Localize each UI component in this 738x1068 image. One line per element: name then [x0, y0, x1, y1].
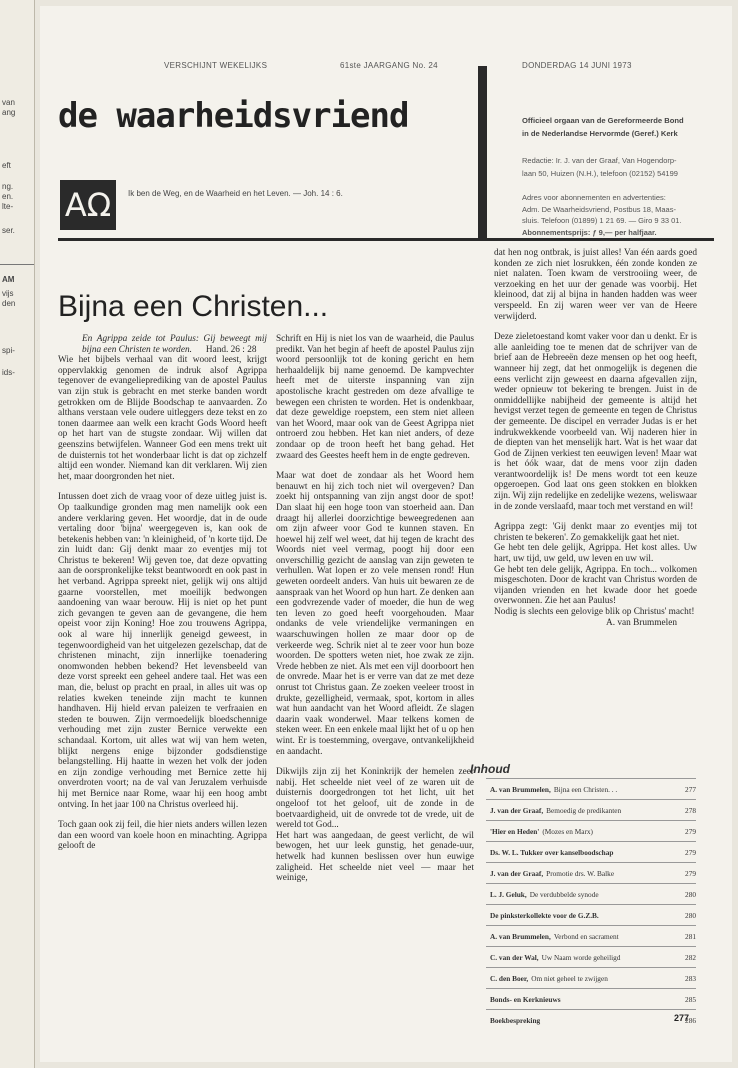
margin-fragment: vijs	[2, 289, 14, 298]
paragraph: Dikwijls zijn zij het Koninkrijk der hemelen zeer nabij. Het scheelde niet veel of ze waren uit de duisternis doorgedrongen tot het licht, uit het ongeloof tot het geloof, uit de zonde in de boetvaardigheid, uit de onvrede tot de vrede, uit de wereld tot God...	[276, 767, 474, 831]
toc-entry-text	[490, 953, 620, 962]
organ-line: in de Nederlandse Hervormde (Geref.) Kerk	[522, 129, 678, 138]
margin-fragment: spi-	[2, 346, 15, 355]
margin-fragment: ids-	[2, 368, 15, 377]
toc-author: L. J. Geluk,	[490, 890, 527, 899]
toc-entry-text	[490, 827, 593, 836]
toc-entry[interactable]	[486, 967, 696, 988]
article-title: Bijna een Christen...	[58, 290, 329, 323]
masthead-divider	[58, 238, 714, 241]
toc-heading: Inhoud	[470, 762, 510, 776]
margin-fragment: ser.	[2, 226, 15, 235]
address-line: Adm. De Waarheidsvriend, Postbus 18, Maas-	[522, 204, 676, 214]
toc-title: De verdubbelde synode	[529, 890, 599, 899]
margin-fragment: en.	[2, 192, 14, 201]
toc-author: C. den Boer,	[490, 974, 529, 983]
toc-page: 279	[685, 869, 696, 878]
margin-fragment: eft	[2, 161, 11, 170]
article-column-3	[494, 248, 697, 638]
toc-entry-text	[490, 932, 619, 941]
toc-title: Verbond en sacrament	[553, 932, 619, 941]
toc-page: 277	[685, 785, 696, 794]
quote-text: En Agrippa zeide tot Paulus: Gij beweegt mij bijna een Christen te worden.	[82, 334, 267, 355]
toc-title: Bemoedig de predikanten	[546, 806, 622, 815]
date-label: DONDERDAG 14 JUNI 1973	[522, 61, 632, 70]
toc-page: 281	[685, 932, 696, 941]
toc-entry[interactable]	[486, 841, 696, 862]
toc-entry[interactable]	[486, 904, 696, 925]
paragraph: Agrippa zegt: 'Gij denkt maar zo eventjes mij tot christen te bekeren'. Zo gemakkelijk gaat het niet.	[494, 522, 697, 543]
paragraph: Ge hebt ten dele gelijk, Agrippa. En toch... volkomen misgeschoten. Door de kracht van Christus worden de vijanden vrienden en het kwade door het goede overwonnen. Zie het aan Paulus!	[494, 564, 697, 607]
toc-title: Promotie drs. W. Balke	[546, 869, 615, 878]
toc-page: 280	[685, 890, 696, 899]
toc-entry-text	[490, 995, 564, 1004]
margin-fragment: lte-	[2, 202, 14, 211]
toc-entry[interactable]	[486, 820, 696, 841]
toc-author: Bonds- en Kerknieuws	[490, 995, 561, 1004]
toc-entry-text	[490, 974, 608, 983]
page-number: 277	[674, 1013, 690, 1023]
masthead-title: de waarheidsvriend	[58, 96, 409, 136]
toc-page: 282	[685, 953, 696, 962]
author-signature: A. van Brummelen	[605, 617, 677, 628]
toc-entry[interactable]	[486, 799, 696, 820]
paragraph: Het hart was aangedaan, de geest verlicht, de wil bewogen, het uur leek gunstig, het genade-uur, hetwelk had kunnen beslissen over hun euwige zaligheid. Het scheelde niet veel — maar het weinige,	[276, 830, 474, 884]
toc-author: 'Hier en Heden'	[490, 827, 540, 836]
toc-author: C. van der Wal,	[490, 953, 539, 962]
paragraph: Nodig is slechts een gelovige blik op Christus' macht!	[494, 607, 695, 617]
toc-author: De pinksterkollekte voor de G.Z.B.	[490, 911, 599, 920]
toc-title: Uw Naam worde geheiligd	[541, 953, 621, 962]
margin-fragment: den	[2, 299, 16, 308]
toc-author: J. van der Graaf,	[490, 869, 544, 878]
address-line: Adres voor abonnementen en advertenties:	[522, 193, 666, 202]
editor-line: laan 50, Huizen (N.H.), telefoon (02152) 54199	[522, 168, 678, 178]
margin-fragment: ang	[2, 108, 16, 117]
paragraph: Maar wat doet de zondaar als het Woord hem benauwt en hij zich toch niet wil overgeven? Dan zoekt hij ontspanning van zijn angst door de spot! Dan slaat hij een hoge toon van stoerheid aan. Dan draagt hij allerlei doorzichtige beweegredenen aan om zijn afweer voor God te kunnen staven. En hoewel hij zelf wel weet, dat hij tegen de kracht des Woords niet veel vermag, poogt hij door een onverschillig gezicht de aanslag van zijn geweten te verhullen. Wat lopen er zo vele mensen rond! Hun geweten oordeelt anders. Van huis uit bewaren ze de aanspraak van het Woord op hun hart. Ze denken aan een godvrezende vader of moeder, die hun de weg ten leven zo goed heeft voorgehouden. Maar ondanks de vele vriendelijke vermaningen en waarschuwingen hollen ze maar door op de verkeerde weg. Schrik niet al te zeer voor hun boze woorden. De spotters weten niet, hoe zwak ze zijn. Vrede hebben ze niet. Als met een vijl doorboort hen de onvrede. Maar het is er verre van dat ze met deze onrust tot Christus gaan. Ze zoeken veeleer troost in drukte, gezelligheid, vermaak, spot, kortom in alles wat hun aandacht van het Woord afleidt. Ze slagen daarin vaak wonderwel. Maar telkens komen de steken weer. En een enkele maal lijkt het of u op hen wint. Er is toestemming, overgave, ontvankelijkheid en aandacht.	[276, 471, 474, 757]
toc-entry[interactable]	[486, 1009, 696, 1030]
toc-page: 280	[685, 911, 696, 920]
toc-entry[interactable]	[486, 925, 696, 946]
organ-description	[522, 114, 712, 140]
margin-fragment: AM	[2, 275, 15, 284]
toc-author: Ds. W. L. Tukker over kanselboodschap	[490, 848, 614, 857]
vertical-bar	[478, 66, 487, 240]
quote-reference: Hand. 26 : 28	[205, 344, 257, 355]
paragraph: Intussen doet zich de vraag voor of deze uitleg juist is. Op taalkundige gronden mag men namelijk ook een andere verklaring geven. Het woordje, dat in de oude vertaling door 'bijna' weergegeven is, kan ook de betekenis hebben van: 'n kleinigheid, of 'n korte tijd. De zin luidt dan: Gij denkt maar zo eventjes mij tot Christus te bekeren! Wij geven toe, dat deze opvatting aan de oorspronkelijke tekst beantwoordt en ook past in het verband. Agrippa spreekt niet, gelijk wij ons altijd gaarne voorstellen, met moeilijk bedwongen aandoening van waar berouw. Hij is niet op het punt zich gevangen te geven aan de gevangene, die hem opeist voor zijn Koning! Hoe zou trouwens Agrippa, ook al ware hij innerlijk geneigd geweest, in tegenwoordigheid van het uitgelezen gezelschap, dat de christenen minacht, zijn innerlijke toenadering onomwonden hebben bekend? Het levensbeeld van deze vorst spreekt een geheel andere taal. Het was een man, die, belust op pracht en praal, in alles uit was op relaties kweken teneinde zijn macht te kunnen handhaven. Hij hield ervan paleizen te verfraaien en steden te bouwen. Zijn vermoedelijk bloedschennige verhouding met zijn zuster Bernice verwekte een schandaal. Kortom, uit alles wat wij van hem weten, blijkt nergens enige bijzonder godsdienstige belangstelling. Hij haatte in wezen het volk der joden en zijn zondige verhouding met Bernice zette hij onverdroten voort; na de val van Jeruzalem verhuisde hij met Bernice naar Rome, waar hij een hoog ambt ontving. In het jaar 100 na Christus overleed hij.	[58, 492, 267, 810]
toc-entry[interactable]	[486, 862, 696, 883]
address-line: sluis. Telefoon (01899) 1 21 69. — Giro 9 33 01.	[522, 216, 682, 225]
toc-entry-text	[490, 869, 614, 878]
toc-entry-text	[490, 890, 599, 899]
alpha-omega-logo: AΩ	[60, 180, 116, 230]
editor-info	[522, 155, 714, 180]
motto: Ik ben de Weg, en de Waarheid en het Leven. — Joh. 14 : 6.	[128, 189, 343, 198]
toc-page: 285	[685, 995, 696, 1004]
toc-entry[interactable]	[486, 883, 696, 904]
address-line: Abonnementsprijs: ƒ 9,— per halfjaar.	[522, 227, 657, 237]
toc-entry-text	[490, 806, 621, 815]
margin-fragment: van	[2, 98, 15, 107]
toc-page: 286	[685, 1016, 696, 1025]
toc-page: 279	[685, 827, 696, 836]
paragraph: Wie het bijbels verhaal van dit woord leest, krijgt oppervlakkig genomen de indruk alsof Agrippa tegenover de evangelieprediking van de apostel Paulus van zijn stuk is gebracht en met sterke banden wordt getrokken om de Blijde Boodschap te aanvaarden. Zo althans verstaan vele oudere uitleggers deze tekst en zo tonen daarmee aan welk een kracht Gods Woord heeft op het hart van de stugste zondaar. Wij willen dat geenszins betwijfelen. Wanneer God een mens trekt uit de duisternis tot het wonderbaar licht is dat op zichzelf altijd een wonder. Niemand kan dit verklaren. Wij zien het, maar doorgronden het niet.	[58, 355, 267, 482]
toc-entry-text	[490, 848, 616, 857]
toc-entry[interactable]	[486, 988, 696, 1009]
scripture-quote	[58, 334, 267, 355]
toc-author: A. van Brummelen,	[490, 932, 551, 941]
article-column-1	[58, 334, 267, 862]
toc-entry-text	[490, 911, 602, 920]
article-column-2	[276, 334, 474, 894]
toc-title: Bijna een Christen. . .	[553, 785, 618, 794]
paragraph: Deze zieletoestand komt vaker voor dan u denkt. Er is alle aanleiding toe te menen dat de schrijver van de brief aan de Hebreeën deze mensen op het oog heeft, wanneer hij zegt, dat het onmogelijk is degenen die eens verlicht zijn geweest en daarna afgevallen zijn, weder opnieuw tot bekering te brengen. Juist in de onmiddellijke nabijheid der gemeente is altijd het hevigst verzet tegen de gemeente en tegen de Christus der gemeente. De discipel en verrader Judas is er het indrukwekkende voorbeeld van. Wij naderen hier in de diepten van het menselijk hart. Wat is het waar dat God de Zijnen verkiest ten eeuwigen leven! Maar wat is het óók waar, dat de mens voor zijn daden verantwoordelijk is! De mens wordt tot een keuze opgeroepen. God laat ons geen stokken en blokken zijn. Wij zijn redelijke en zedelijke wezens, weliswaar in de zonde verslaafd, maar toch met verstand en wil!	[494, 332, 697, 512]
toc-entry[interactable]	[486, 946, 696, 967]
paragraph: dat hen nog ontbrak, is juist alles! Van één aards goed konden ze zich niet losrukken, één zonde konden ze niet nalaten. Toen kwam de verstrooiing weer, de verzoeking en het uur der genade was voorbij. Het kleinood, dat zij al bijna in handen hadden was weer verspeeld. En zij waren weer ver van de Heere verwijderd.	[494, 248, 697, 322]
toc-page: 279	[685, 848, 696, 857]
toc-page: 278	[685, 806, 696, 815]
toc-entry-text	[490, 1016, 543, 1025]
subscription-info	[522, 192, 714, 238]
paragraph: Ge hebt ten dele gelijk, Agrippa. Het kost alles. Uw hart, uw tijd, uw geld, uw leven en uw wil.	[494, 543, 697, 565]
left-page-margin	[0, 0, 35, 1068]
paragraph: Schrift en Hij is niet los van de waarheid, die Paulus predikt. Van het begin af heeft de apostel Paulus zijn woord persoonlijk tot de koning gericht en hem herhaaldelijk bij name genoemd. De kampvechter heeft met de uiterste inspanning van zijn apostolische kracht gestreden om deze afvallige te bewegen een christen te worden. Het is ondenkbaar, dat deze geweldige roepstem, een stem niet alleen van het Woord, maar ook van de Geest Agrippa niet ontroerd zou hebben. Het kan niet anders, of deze zondaar op de troon heeft het bang gehad. Het zwaard des Geestes heeft hem in de engte gedreven.	[276, 334, 474, 461]
toc-entry[interactable]	[486, 778, 696, 799]
toc-author: Boekbespreking	[490, 1016, 541, 1025]
toc-author: J. van der Graaf,	[490, 806, 544, 815]
toc-title: Om niet geheel te zwijgen	[531, 974, 608, 983]
volume-label: 61ste JAARGANG No. 24	[340, 61, 438, 70]
organ-line: Officieel orgaan van de Gereformeerde Bond	[522, 116, 684, 125]
toc-entry-text	[490, 785, 617, 794]
table-of-contents	[486, 778, 696, 1030]
frequency-label: VERSCHIJNT WEKELIJKS	[164, 61, 268, 70]
toc-title: (Mozes en Marx)	[542, 827, 593, 836]
toc-author: A. van Brummelen,	[490, 785, 551, 794]
paragraph: Toch gaan ook zij feil, die hier niets anders willen lezen dan een woord van koele hoon en minachting. Agrippa gelooft de	[58, 820, 267, 852]
toc-page: 283	[685, 974, 696, 983]
editor-line: Redactie: Ir. J. van der Graaf, Van Hogendorp-	[522, 156, 677, 165]
margin-fragment: ng.	[2, 182, 14, 191]
